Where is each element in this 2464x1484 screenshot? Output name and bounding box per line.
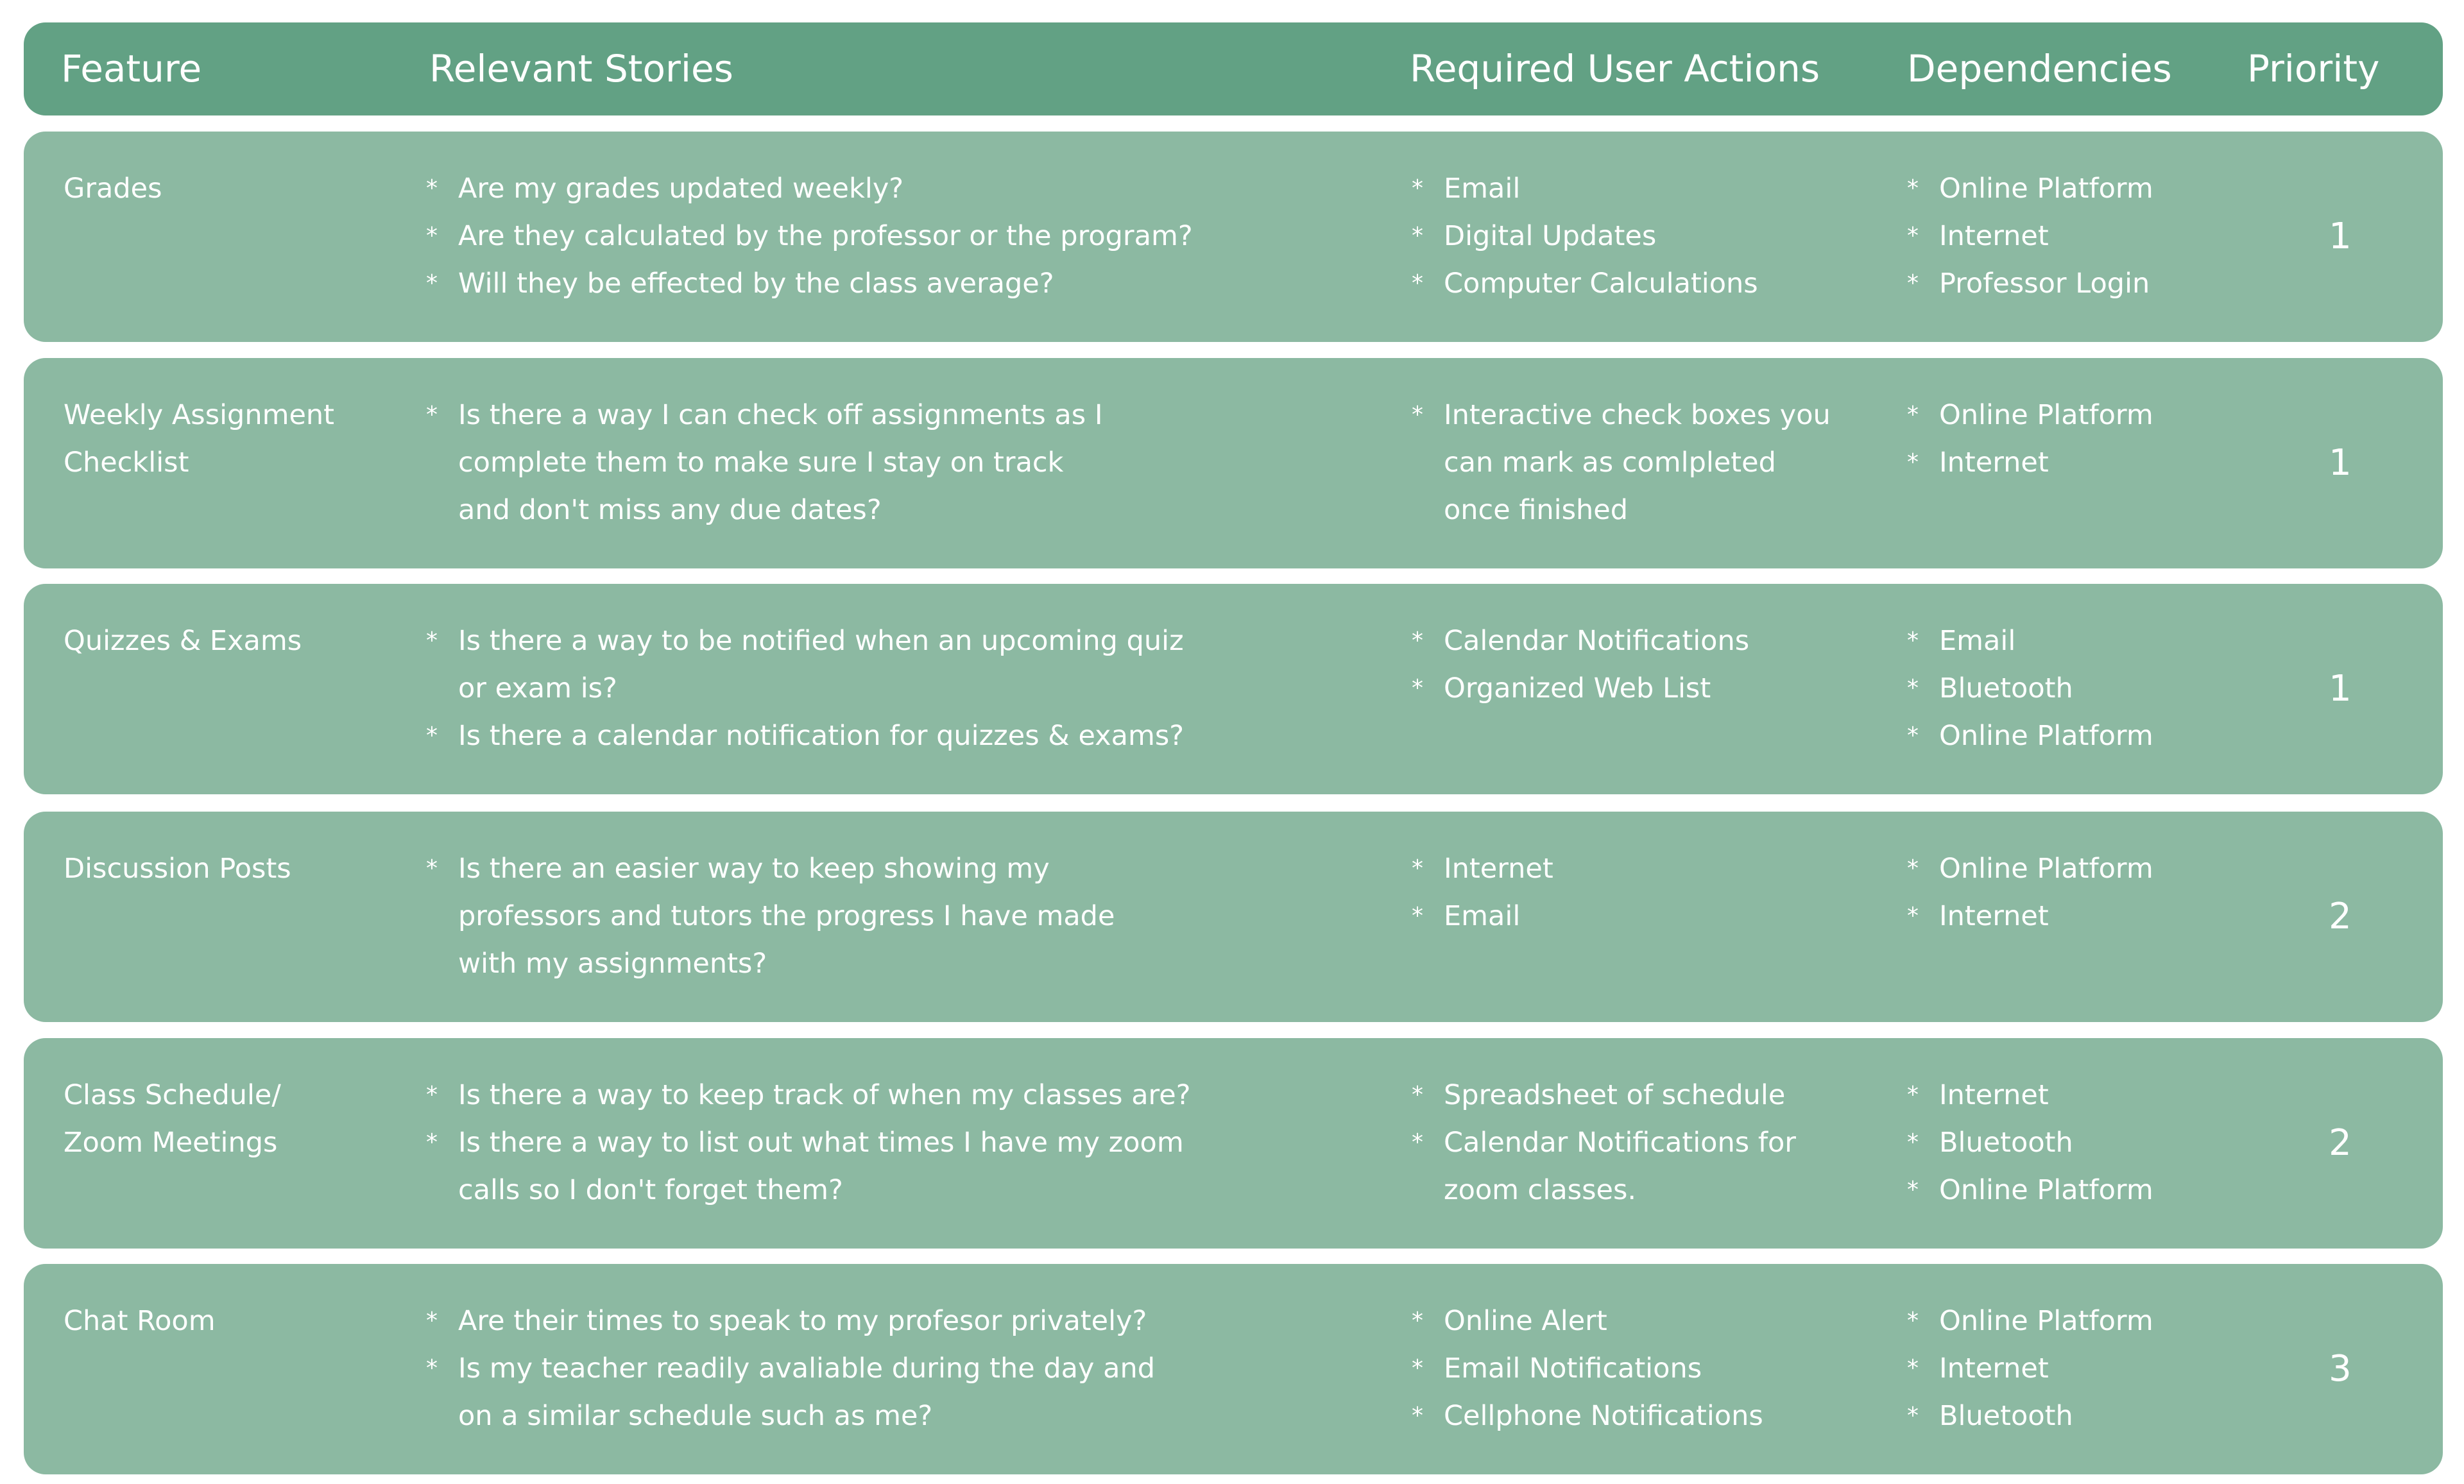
list-item [458,486,1103,534]
list-item-text: Is there a calendar notification for quizzes & exams? [458,720,1185,752]
list-item-text: or exam is? [458,672,617,704]
required-user-actions [1412,165,1758,307]
list-item-text: Is there a way to be notified when an upcoming quiz [458,625,1184,657]
bullet-icon: * [1907,1177,1919,1203]
list-item-text: Email [1444,173,1521,205]
list-item-text: Digital Updates [1444,220,1657,252]
bullet-icon: * [1907,627,1919,654]
list-item-text: Internet [1444,853,1553,885]
list-item-text: Internet [1939,900,2049,932]
feature-name-line: Chat Room [64,1305,216,1337]
list-item [426,165,1193,212]
list-item [426,391,1103,439]
list-item [1907,617,2153,665]
feature-name [64,391,334,486]
bullet-icon: * [426,270,438,296]
list-item-text: Is there a way to keep track of when my classes are? [458,1079,1191,1111]
bullet-icon: * [1412,855,1423,882]
list-item [1907,439,2153,486]
list-item [426,212,1193,260]
bullet-icon: * [1907,1308,1919,1334]
list-item-text: Organized Web List [1444,672,1711,704]
list-item [426,1119,1191,1166]
bullet-icon: * [426,722,438,749]
list-item-text: Bluetooth [1939,1400,2073,1432]
bullet-icon: * [1907,1082,1919,1108]
bullet-icon: * [1412,675,1423,701]
priority-value: 1 [2329,442,2352,484]
list-item-text: complete them to make sure I stay on track [458,447,1064,479]
list-item-text: Bluetooth [1939,1127,2073,1159]
bullet-icon: * [1907,722,1919,749]
table-row [24,1038,2443,1249]
relevant-stories [426,617,1185,760]
bullet-icon: * [426,1355,438,1381]
table-row [24,812,2443,1022]
feature-name-line: Zoom Meetings [64,1127,278,1159]
list-item-text: and don't miss any due dates? [458,494,882,526]
list-item [1412,1071,1796,1119]
list-item [1907,391,2153,439]
list-item-text: Internet [1939,220,2049,252]
table-row [24,132,2443,342]
list-item-text: Is my teacher readily avaliable during the day and [458,1352,1156,1385]
bullet-icon: * [1412,1129,1423,1156]
bullet-icon: * [1412,402,1423,428]
list-item [426,1071,1191,1119]
bullet-icon: * [1412,1403,1423,1429]
list-item [426,845,1115,892]
bullet-icon: * [426,223,438,249]
list-item [1907,1071,2153,1119]
list-item [426,1297,1155,1345]
list-item [1412,260,1758,307]
bullet-icon: * [1907,270,1919,296]
bullet-icon: * [426,175,438,201]
feature-name-line: Grades [64,173,162,205]
list-item-text: can mark as comlpleted [1444,447,1776,479]
list-item [426,712,1185,760]
list-item [1412,617,1750,665]
bullet-icon: * [1907,1355,1919,1381]
list-item-text: on a similar schedule such as me? [458,1400,933,1432]
list-item [1412,391,1831,439]
list-item [1907,1392,2153,1440]
priority-value: 1 [2329,216,2352,257]
list-item-text: professors and tutors the progress I have made [458,900,1115,932]
required-user-actions [1412,1297,1763,1440]
list-item-text: Online Platform [1939,399,2153,431]
dependencies [1907,391,2153,486]
list-item-text: Online Platform [1939,853,2153,885]
bullet-icon: * [1907,1129,1919,1156]
list-item [1907,1297,2153,1345]
feature-name [64,1297,216,1345]
list-item-text: Online Platform [1939,720,2153,752]
priority-value: 1 [2329,668,2352,710]
dependencies [1907,165,2153,307]
header-required-user-actions: Required User Actions [1410,47,1820,90]
priority-value: 2 [2329,1122,2352,1164]
list-item [458,940,1115,987]
list-item [1907,845,2153,892]
relevant-stories [426,391,1103,534]
list-item-text: Calendar Notifications for [1444,1127,1796,1159]
bullet-icon: * [426,1129,438,1156]
list-item [1412,1119,1796,1166]
bullet-icon: * [1412,903,1423,929]
list-item [1907,1166,2153,1214]
bullet-icon: * [426,1308,438,1334]
dependencies [1907,1297,2153,1440]
list-item-text: with my assignments? [458,948,767,980]
list-item-text: Internet [1939,1079,2049,1111]
bullet-icon: * [1907,402,1919,428]
list-item [1907,1345,2153,1392]
header-dependencies: Dependencies [1907,47,2172,90]
dependencies [1907,845,2153,940]
list-item [1444,486,1831,534]
required-user-actions [1412,391,1831,534]
dependencies [1907,617,2153,760]
required-user-actions [1412,845,1553,940]
relevant-stories [426,845,1115,987]
bullet-icon: * [1412,223,1423,249]
list-item [1907,892,2153,940]
feature-name [64,845,291,892]
bullet-icon: * [1907,449,1919,475]
list-item [458,1392,1155,1440]
bullet-icon: * [1907,175,1919,201]
bullet-icon: * [1412,270,1423,296]
list-item-text: Is there a way I can check off assignments as I [458,399,1103,431]
required-user-actions [1412,1071,1796,1214]
bullet-icon: * [1907,903,1919,929]
relevant-stories [426,165,1193,307]
list-item-text: Online Alert [1444,1305,1607,1337]
list-item-text: Email [1444,900,1521,932]
bullet-icon: * [1907,675,1919,701]
feature-name-line: Weekly Assignment [64,399,335,431]
list-item [1907,260,2153,307]
bullet-icon: * [1907,1403,1919,1429]
list-item [1907,665,2153,712]
list-item-text: once finished [1444,494,1629,526]
list-item [1907,212,2153,260]
list-item [1412,1345,1763,1392]
list-item-text: Online Platform [1939,1174,2153,1206]
bullet-icon: * [1412,1355,1423,1381]
dependencies [1907,1071,2153,1214]
header-feature: Feature [61,47,202,90]
list-item-text: Will they be effected by the class average? [458,268,1054,300]
feature-name [64,617,302,665]
list-item-text: Professor Login [1939,268,2150,300]
relevant-stories [426,1297,1156,1440]
table-row [24,584,2443,794]
list-item [1907,1119,2153,1166]
list-item [1412,165,1758,212]
required-user-actions [1412,617,1750,712]
header-relevant-stories: Relevant Stories [429,47,733,90]
feature-name [64,165,162,212]
list-item [426,617,1184,665]
list-item-text: Internet [1939,447,2049,479]
bullet-icon: * [426,627,438,654]
list-item [458,665,1184,712]
bullet-icon: * [1907,223,1919,249]
list-item [1907,165,2153,212]
list-item-text: Email Notifications [1444,1352,1702,1385]
table-row [24,1264,2443,1474]
list-item [1412,1392,1763,1440]
list-item-text: Are my grades updated weekly? [458,173,904,205]
bullet-icon: * [426,855,438,882]
table-header [24,22,2443,115]
relevant-stories [426,1071,1191,1214]
list-item-text: Interactive check boxes you [1444,399,1831,431]
list-item [1412,1297,1763,1345]
priority-value: 3 [2329,1348,2352,1390]
list-item-text: Are their times to speak to my profesor privately? [458,1305,1147,1337]
list-item-text: Is there an easier way to keep showing my [458,853,1050,885]
list-item [426,1345,1156,1392]
list-item-text: Online Platform [1939,1305,2153,1337]
list-item-text: Internet [1939,1352,2049,1385]
list-item-text: Cellphone Notifications [1444,1400,1763,1432]
list-item-text: Calendar Notifications [1444,625,1750,657]
list-item [1444,439,1831,486]
bullet-icon: * [1412,175,1423,201]
bullet-icon: * [1412,1082,1423,1108]
list-item-text: Online Platform [1939,173,2153,205]
list-item [1412,665,1749,712]
list-item-text: calls so I don't forget them? [458,1174,843,1206]
list-item-text: zoom classes. [1444,1174,1637,1206]
feature-name-line: Quizzes & Exams [64,625,302,657]
list-item [1907,712,2153,760]
bullet-icon: * [1412,627,1423,654]
list-item [426,260,1193,307]
bullet-icon: * [426,402,438,428]
list-item [1412,845,1553,892]
list-item-text: Email [1939,625,2016,657]
list-item [1412,892,1553,940]
list-item [1444,1166,1796,1214]
feature-name-line: Discussion Posts [64,853,291,885]
list-item [1412,212,1758,260]
list-item [458,439,1103,486]
list-item [458,1166,1191,1214]
list-item [458,892,1115,940]
list-item-text: Spreadsheet of schedule [1444,1079,1786,1111]
header-priority: Priority [2247,47,2380,90]
bullet-icon: * [1412,1308,1423,1334]
list-item-text: Bluetooth [1939,672,2073,704]
priority-value: 2 [2329,896,2352,937]
feature-name-line: Class Schedule/ [64,1079,281,1111]
feature-name [64,1071,281,1166]
bullet-icon: * [1907,855,1919,882]
feature-name-line: Checklist [64,447,189,479]
list-item-text: Computer Calculations [1444,268,1758,300]
table-row [24,358,2443,568]
list-item-text: Is there a way to list out what times I have my zoom [458,1127,1184,1159]
bullet-icon: * [426,1082,438,1108]
list-item-text: Are they calculated by the professor or the program? [458,220,1193,252]
